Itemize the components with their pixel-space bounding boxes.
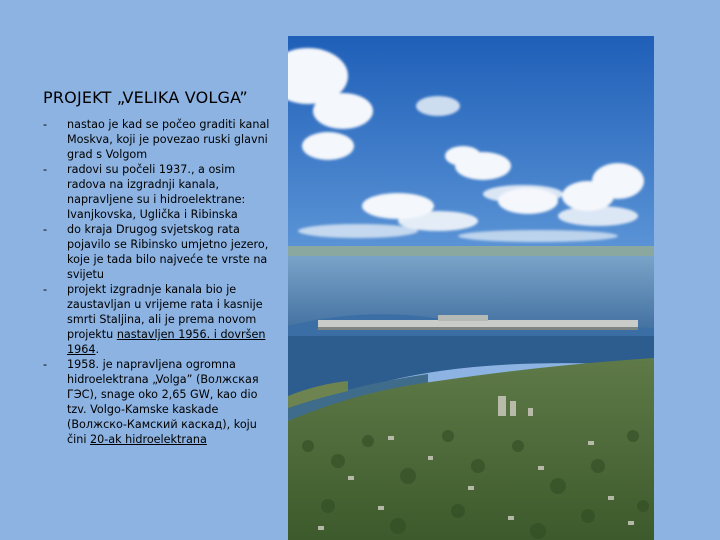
bullet-list: [43, 117, 273, 447]
bullet-marker: -: [43, 283, 48, 296]
bullet-item: [43, 357, 273, 447]
bullet-text: radovi su počeli 1937., a osim radova na izgradnji kanala, napravljene su i hidroelektrane: Ivanjkovska, Uglička i Ribinska: [67, 163, 246, 221]
bullet-link-text: nastavljen 1956. i dovršen 1964: [67, 328, 266, 356]
bullet-marker: -: [43, 223, 48, 236]
bullet-marker: -: [43, 358, 48, 371]
bullet-text: 1958. je napravljena ogromna hidroelektrana „Volga” (Волжская ГЭС), snage oko 2,65 GW, kao dio tzv. Volgo-Kamske kaskade (Волжско-Камский каскад), koju čini: [67, 358, 259, 446]
bullet-item: [43, 222, 273, 282]
volga-dam-photo: [288, 36, 654, 540]
town-land: [288, 358, 654, 540]
bullet-text: projekt izgradnje kanala bio je zaustavljan u vrijeme rata i kasnije smrti Staljina, ali je prema novom projektu: [67, 283, 263, 341]
bullet-item: [43, 117, 273, 162]
bullet-text-end: .: [95, 343, 100, 356]
bullet-item: [43, 282, 273, 357]
bullet-link-text: 20-ak hidroelektrana: [90, 433, 207, 446]
bullet-text: do kraja Drugog svjetskog rata pojavilo se Ribinsko umjetno jezero, koje je tada bilo najveće te vrste na svijetu: [67, 223, 269, 281]
bullet-marker: -: [43, 163, 48, 176]
slide-title: PROJEKT „VELIKA VOLGA”: [43, 88, 248, 107]
bullet-item: [43, 162, 273, 222]
bullet-text: nastao je kad se počeo graditi kanal Moskva, koji je povezao ruski glavni grad s Volgom: [67, 118, 270, 161]
bullet-marker: -: [43, 118, 48, 131]
